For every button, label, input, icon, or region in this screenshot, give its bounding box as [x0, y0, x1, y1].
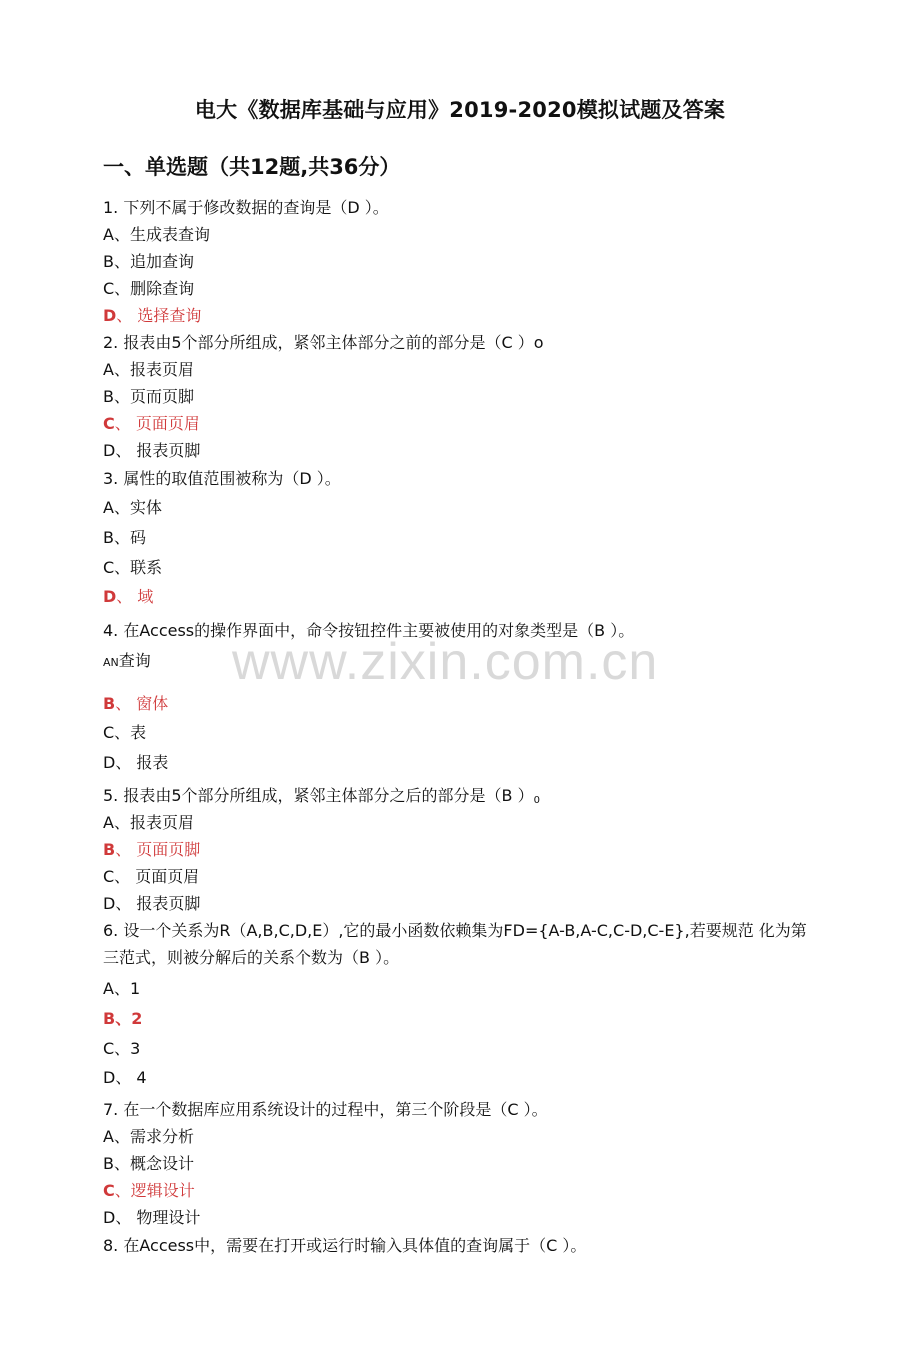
- document-title: 电大《数据库基础与应用》2019-2020模拟试题及答案: [194, 98, 726, 122]
- question-5-option-d: D、 报表页脚: [103, 894, 201, 913]
- question-2-option-b: B、页而页脚: [103, 387, 194, 406]
- question-7-option-b: B、概念设计: [103, 1154, 194, 1173]
- question-3-stem: 3. 属性的取值范围被称为（D ）。: [103, 469, 341, 488]
- section-heading: 一、单选题（共12题,共36分）: [103, 155, 401, 179]
- question-2-option-a: A、报表页眉: [103, 360, 194, 379]
- question-1-option-c: C、删除查询: [103, 279, 195, 298]
- question-1-option-b: B、追加查询: [103, 252, 194, 271]
- question-1-option-d-answer: D、 选择查询: [103, 306, 202, 325]
- question-1-option-a: A、生成表查询: [103, 225, 210, 244]
- question-4-option-a: AN查询: [103, 651, 151, 670]
- question-5-option-c: C、 页面页眉: [103, 867, 200, 886]
- question-5-option-b-answer: B、 页面页脚: [103, 840, 201, 859]
- question-3-option-a: A、实体: [103, 498, 162, 517]
- question-4-option-b-answer: B、 窗体: [103, 694, 169, 713]
- question-6-option-c: C、3: [103, 1039, 141, 1058]
- question-3-option-b: B、码: [103, 528, 146, 547]
- question-7-option-c-answer: C、逻辑设计: [103, 1181, 195, 1200]
- question-6-option-b-answer: B、2: [103, 1009, 143, 1028]
- question-2-stem: 2. 报表由5个部分所组成，紧邻主体部分之前的部分是（C ）o: [103, 333, 544, 352]
- question-6-option-a: A、1: [103, 979, 141, 998]
- question-4-stem: 4. 在Access的操作界面中，命令按钮控件主要被使用的对象类型是（B ）。: [103, 621, 635, 640]
- question-3-option-d-answer: D、 域: [103, 587, 154, 606]
- question-7-option-d: D、 物理设计: [103, 1208, 201, 1227]
- question-4-option-d: D、 报表: [103, 753, 169, 772]
- question-5-stem: 5. 报表由5个部分所组成，紧邻主体部分之后的部分是（B ）0: [103, 786, 540, 806]
- watermark: www.zixin.com.cn: [232, 633, 659, 691]
- question-2-option-c-answer: C、 页面页眉: [103, 414, 200, 433]
- question-3-option-c: C、联系: [103, 558, 163, 577]
- question-6-option-d: D、 4: [103, 1068, 147, 1087]
- question-7-option-a: A、需求分析: [103, 1127, 194, 1146]
- question-6-stem: 6. 设一个关系为R（A,B,C,D,E）,它的最小函数依赖集为FD={A-B,A-C,C-D,C-E},若要规范 化为第三范式，则被分解后的关系个数为（B ）。: [103, 921, 807, 967]
- question-2-option-d: D、 报表页脚: [103, 441, 201, 460]
- question-5-option-a: A、报表页眉: [103, 813, 194, 832]
- question-8-stem: 8. 在Access中，需要在打开或运行时输入具体值的查询属于（C ）。: [103, 1236, 587, 1255]
- question-1-stem: 1. 下列不属于修改数据的查询是（D ）。: [103, 198, 389, 217]
- question-4-option-c: C、表: [103, 723, 147, 742]
- question-7-stem: 7. 在一个数据库应用系统设计的过程中，第三个阶段是（C ）。: [103, 1100, 548, 1119]
